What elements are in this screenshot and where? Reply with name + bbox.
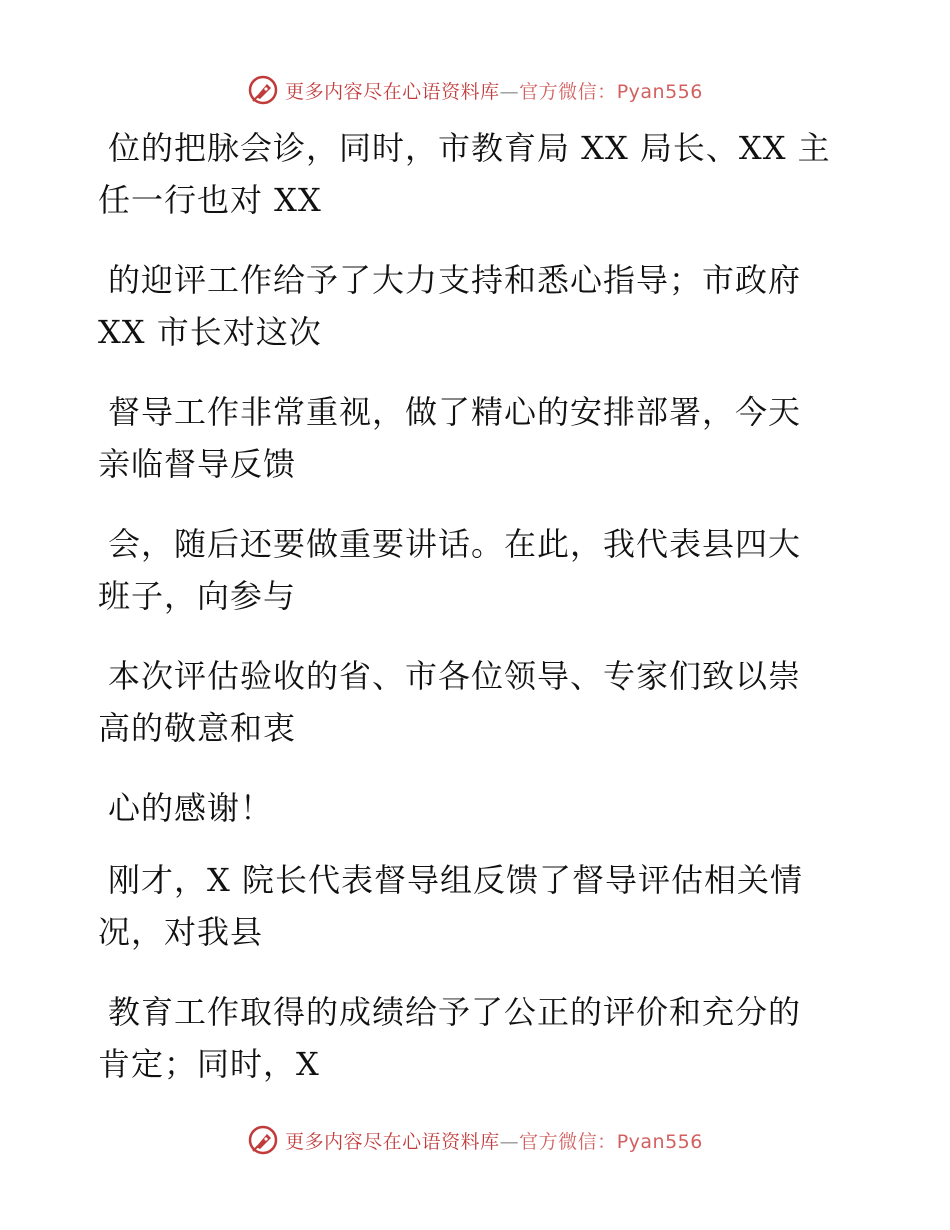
watermark-wechat-label: 官方微信：: [519, 1130, 617, 1153]
watermark-content: [247, 1124, 703, 1156]
paragraph: [98, 650, 858, 754]
paragraph-line: 会，随后还要做重要讲话。在此，我代表县四大: [108, 525, 802, 563]
watermark-dash: —: [499, 1130, 520, 1153]
paragraph-line: 教育工作取得的成绩给予了公正的评价和充分的: [108, 993, 802, 1031]
paragraph-line: XX 市长对这次: [98, 313, 322, 351]
watermark-content: [247, 74, 703, 106]
pen-nib-logo-icon: [247, 1124, 279, 1156]
paragraph-line: 班子，向参与: [98, 577, 297, 615]
paragraph: [98, 854, 858, 958]
paragraph: [98, 122, 858, 226]
watermark-wechat-id: Pyan556: [616, 1130, 703, 1153]
paragraph: [98, 986, 858, 1090]
paragraph-line: 刚才，X 院长代表督导组反馈了督导评估相关情: [108, 861, 803, 899]
paragraph: [98, 518, 858, 622]
paragraph-line: 任一行也对 XX: [98, 181, 322, 219]
paragraph: [98, 386, 858, 490]
paragraph: [98, 254, 858, 358]
paragraph-line: 位的把脉会诊，同时，市教育局 XX 局长、XX 主: [108, 129, 831, 167]
watermark-site-text: 更多内容尽在心语资料库: [285, 80, 500, 103]
paragraph-line: 况，对我县: [98, 913, 264, 951]
paragraph-line: 高的敬意和衷: [98, 709, 297, 747]
watermark-banner-top: [0, 70, 950, 110]
document-body: [98, 122, 858, 1090]
paragraph-line: 本次评估验收的省、市各位领导、专家们致以崇: [108, 657, 802, 695]
watermark-banner-bottom: [0, 1120, 950, 1160]
pen-nib-logo-icon: [247, 74, 279, 106]
paragraph-line: 肯定；同时，X: [98, 1045, 320, 1083]
watermark-wechat-label: 官方微信：: [519, 80, 617, 103]
watermark-dash: —: [499, 80, 520, 103]
paragraph-line: 督导工作非常重视，做了精心的安排部署，今天: [108, 393, 802, 431]
paragraph-line: 的迎评工作给予了大力支持和悉心指导；市政府: [108, 261, 802, 299]
watermark-wechat-id: Pyan556: [616, 80, 703, 103]
paragraph-line: 亲临督导反馈: [98, 445, 297, 483]
paragraph-line: 心的感谢！: [108, 789, 274, 827]
watermark-text: [285, 1127, 703, 1154]
watermark-site-text: 更多内容尽在心语资料库: [285, 1130, 500, 1153]
paragraph: [98, 782, 858, 834]
watermark-text: [285, 77, 703, 104]
